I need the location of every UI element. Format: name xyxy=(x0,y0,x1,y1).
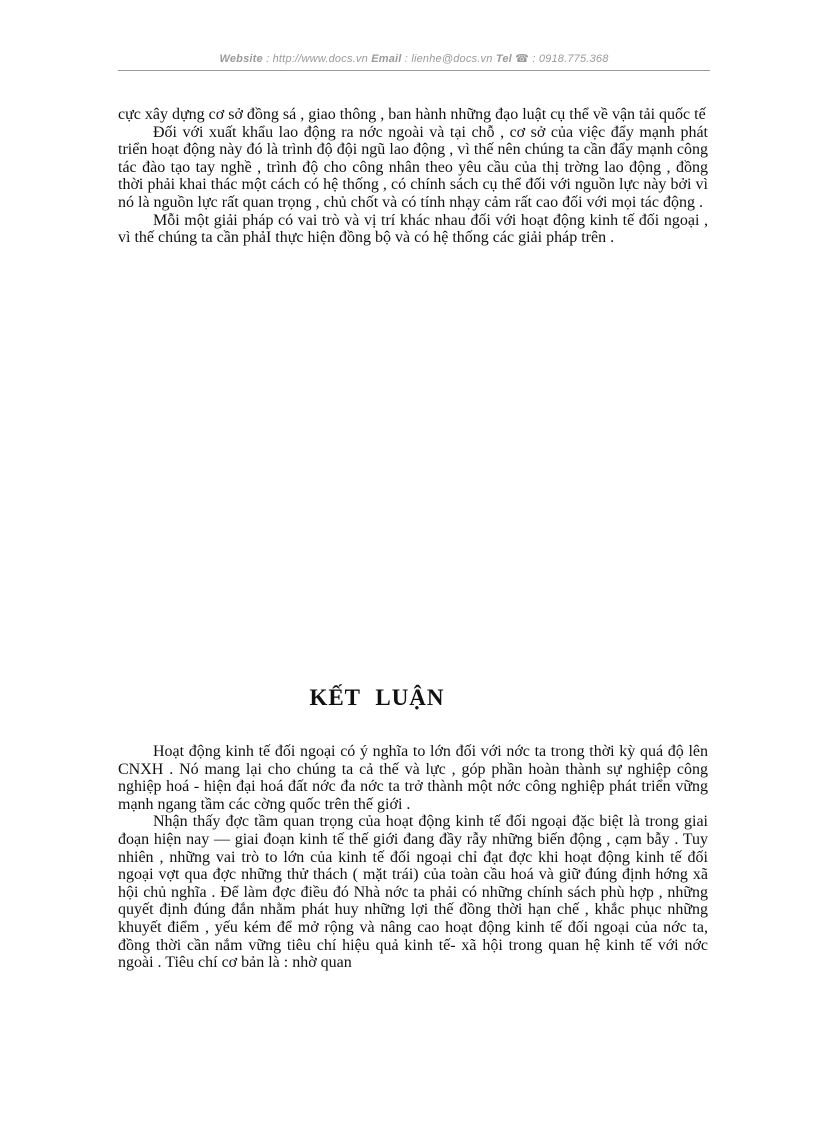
tel-value: ☎ : 0918.775.368 xyxy=(511,53,609,65)
section-solutions-text xyxy=(118,106,708,247)
paragraph: Mỗi một giải pháp có vai trò và vị trí khác nhau đối với hoạt động kinh tế đối ngoại , vì thế chúng ta cần phảI thực hiện đồng bộ và có hệ thống các giải pháp trên . xyxy=(118,211,708,247)
conclusion-text xyxy=(118,743,708,972)
email-value: : lienhe@docs.vn xyxy=(401,53,496,65)
conclusion-title: KẾT LUẬN xyxy=(309,685,445,710)
paragraph: cực xây dựng cơ sở đồng sá , giao thông , ban hành những đạo luật cụ thể về vận tải quốc tế xyxy=(118,106,706,123)
header-divider xyxy=(118,70,710,71)
paragraph: Đối với xuất khẩu lao động ra nớc ngoài và tại chỗ , cơ sở của việc đẩy mạnh phát triển hoạt động này đó là trình độ đội ngũ lao động , vì thế nên chúng ta cần đẩy mạnh công tác đào tạo tay nghề , trình độ cho công nhân theo yêu cầu của thị trờng lao động , đồng thời phải khai thác một cách có hệ thống , có chính sách cụ thể đối với nguồn lực này bởi vì nó là nguồn lực rất quan trọng , chủ chốt và có tính nhạy cảm rất cao đối với mọi tác động . xyxy=(118,123,708,211)
paragraph: Hoạt động kinh tế đối ngoại có ý nghĩa to lớn đối với nớc ta trong thời kỳ quá độ lên CNXH . Nó mang lại cho chúng ta cả thế và lực , góp phần hoàn thành sự nghiệp công nghiệp hoá - hiện đại hoá đất nớc đa nớc ta trở thành một nớc công nghiệp phát triển vững mạnh ngang tầm các cờng quốc trên thế giới . xyxy=(118,743,708,813)
tel-label: Tel xyxy=(495,53,512,65)
page-header xyxy=(118,52,710,65)
website-value: : http://www.docs.vn xyxy=(262,53,372,65)
website-label: Website xyxy=(219,53,263,65)
email-label: Email xyxy=(371,53,402,65)
paragraph: Nhận thấy đợc tầm quan trọng của hoạt động kinh tế đối ngoại đặc biệt là trong giai đoạn hiện nay — giai đoạn kinh tế thế giới đang đầy rẫy những biến động , cạm bẫy . Tuy nhiên , những vai trò to lớn của kinh tế đối ngoại chỉ đạt đợc khi hoạt động kinh tế đối ngoại vợt qua đợc những thử thách ( mặt trái) của toàn cầu hoá và giữ đúng định hớng xã hội chủ nghĩa . Để làm đợc điều đó Nhà nớc ta phải có những chính sách phù hợp , những quyết định đúng đắn nhằm phát huy những lợi thế đồng thời hạn chế , khắc phục những khuyết điểm , yếu kém để mở rộng và nâng cao hoạt động kinh tế đối ngoại của nớc ta, đồng thời cần nắm vững tiêu chí hiệu quả kinh tế- xã hội trong quan hệ kinh tế với nớc ngoài . Tiêu chí cơ bản là : nhờ quan xyxy=(118,813,708,972)
